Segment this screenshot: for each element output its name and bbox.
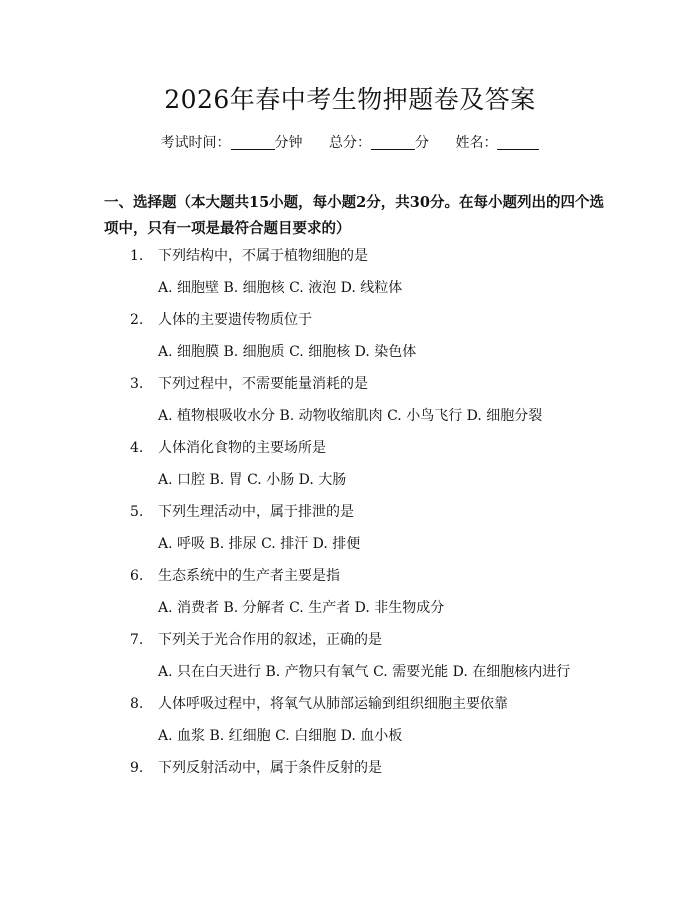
question-text: 人体消化食物的主要场所是 [158,440,326,456]
question-number: 6. [130,568,144,584]
question-number: 3. [130,376,144,392]
question-text: 人体的主要遗传物质位于 [158,312,312,328]
name-blank [497,135,539,150]
score-unit: 分 [415,135,429,151]
question-options: A. 血浆 B. 红细胞 C. 白细胞 D. 血小板 [158,728,403,744]
score-blank [371,135,415,150]
question-number: 7. [130,632,144,648]
question [130,757,382,777]
question-text: 下列反射活动中，属于条件反射的是 [158,760,382,776]
question-number: 9. [130,760,144,776]
question-options: A. 植物根吸收水分 B. 动物收缩肌肉 C. 小鸟飞行 D. 细胞分裂 [158,408,543,424]
question-number: 5. [130,504,144,520]
question-number: 8. [130,696,144,712]
section-heading: 一、选择题（本大题共15小题，每小题2分，共30分。在每小题列出的四个选项中，只有一项是最符合题目要求的） [104,194,604,237]
question [130,373,368,393]
score-field [329,132,429,152]
question-number: 4. [130,440,144,456]
exam-meta-line [0,132,700,152]
question-options: A. 消费者 B. 分解者 C. 生产者 D. 非生物成分 [158,600,445,616]
question [130,501,354,521]
question-options: A. 细胞膜 B. 细胞质 C. 细胞核 D. 染色体 [158,344,417,360]
name-field [455,132,539,152]
question-text: 下列过程中，不需要能量消耗的是 [158,376,368,392]
question-text: 生态系统中的生产者主要是指 [158,568,340,584]
question-text: 人体呼吸过程中，将氧气从肺部运输到组织细胞主要依靠 [158,696,508,712]
question [130,629,382,649]
time-field [161,132,303,152]
score-label: 总分： [329,135,371,151]
time-blank [231,135,275,150]
question-text: 下列结构中，不属于植物细胞的是 [158,248,368,264]
page-title: 2026年春中考生物押题卷及答案 [164,85,536,114]
time-unit: 分钟 [274,135,303,151]
question-text: 下列关于光合作用的叙述，正确的是 [158,632,382,648]
question [130,437,326,457]
question-options: A. 呼吸 B. 排尿 C. 排汗 D. 排便 [158,536,361,552]
time-label: 考试时间： [160,135,231,151]
question-number: 1. [130,248,144,264]
question [130,245,368,265]
question [130,693,508,713]
question-options: A. 细胞壁 B. 细胞核 C. 液泡 D. 线粒体 [158,280,403,296]
question-options: A. 口腔 B. 胃 C. 小肠 D. 大肠 [158,472,347,488]
question-number: 2. [130,312,144,328]
question-text: 下列生理活动中，属于排泄的是 [158,504,354,520]
question-options: A. 只在白天进行 B. 产物只有氧气 C. 需要光能 D. 在细胞核内进行 [158,664,571,680]
question [130,565,340,585]
name-label: 姓名： [455,135,498,151]
question [130,309,312,329]
